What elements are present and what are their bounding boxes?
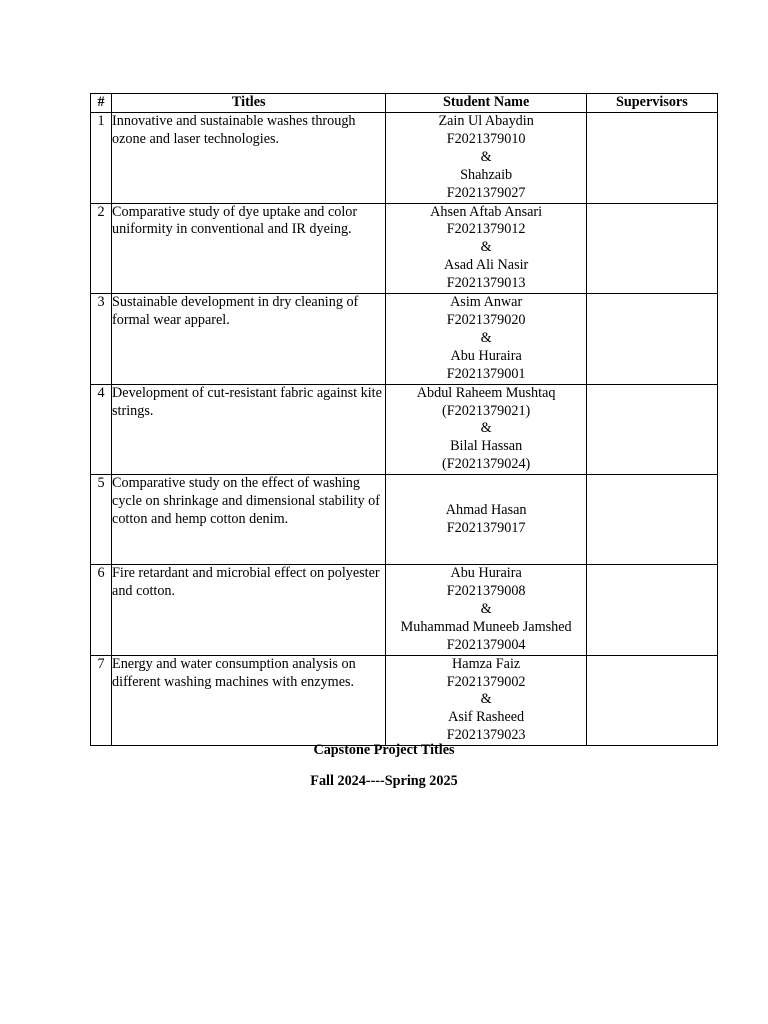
table-row bbox=[91, 384, 718, 475]
table-row bbox=[91, 294, 718, 385]
supervisor-cell bbox=[586, 655, 717, 746]
student-names bbox=[386, 384, 586, 475]
student-names bbox=[386, 655, 586, 746]
student-line: F2021379027 bbox=[446, 184, 526, 201]
project-title: Fire retardant and microbial effect on polyester and cotton. bbox=[112, 565, 386, 656]
header-titles: Titles bbox=[112, 94, 386, 113]
supervisor-cell bbox=[586, 475, 717, 565]
header-student-name: Student Name bbox=[386, 94, 586, 113]
header-number: # bbox=[91, 94, 112, 113]
table-row bbox=[91, 113, 718, 204]
caption-term: Fall 2024----Spring 2025 bbox=[310, 773, 458, 789]
header-supervisors: Supervisors bbox=[586, 94, 717, 113]
row-number: 7 bbox=[91, 655, 112, 746]
project-title: Sustainable development in dry cleaning of formal wear apparel. bbox=[112, 294, 386, 385]
student-names bbox=[386, 294, 586, 385]
student-line: Muhammad Muneeb Jamshed bbox=[400, 618, 572, 635]
student-line: Zain Ul Abaydin bbox=[438, 113, 534, 129]
supervisor-cell bbox=[586, 565, 717, 656]
student-line: Asif Rasheed bbox=[448, 709, 525, 726]
supervisor-cell bbox=[586, 113, 717, 204]
supervisor-cell bbox=[586, 384, 717, 475]
student-line: F2021379023 bbox=[446, 727, 526, 744]
ampersand-separator: & bbox=[480, 691, 492, 708]
student-line: Bilal Hassan bbox=[450, 438, 523, 455]
student-line: F2021379017 bbox=[446, 519, 526, 536]
student-line: Asim Anwar bbox=[450, 294, 523, 311]
table-row bbox=[91, 475, 718, 565]
student-line: (F2021379024) bbox=[441, 456, 531, 473]
student-names bbox=[386, 475, 586, 565]
student-line: F2021379008 bbox=[446, 583, 526, 600]
student-line: Hamza Faiz bbox=[452, 655, 521, 672]
project-title: Innovative and sustainable washes through ozone and laser technologies. bbox=[112, 113, 386, 204]
project-title: Comparative study on the effect of washing cycle on shrinkage and dimensional stability of cotton and hemp cotton denim. bbox=[112, 475, 386, 565]
student-line: Ahmad Hasan bbox=[445, 501, 527, 518]
student-line: F2021379002 bbox=[446, 673, 526, 690]
student-line: Ahsen Aftab Ansari bbox=[430, 203, 543, 220]
row-number: 1 bbox=[91, 113, 112, 204]
ampersand-separator: & bbox=[480, 329, 492, 346]
caption-title: Capstone Project Titles bbox=[313, 742, 455, 758]
student-line: Asad Ali Nasir bbox=[443, 257, 529, 274]
ampersand-separator: & bbox=[480, 420, 492, 437]
student-line: F2021379020 bbox=[446, 311, 526, 328]
project-title: Energy and water consumption analysis on different washing machines with enzymes. bbox=[112, 655, 386, 746]
student-line: F2021379012 bbox=[446, 221, 526, 238]
student-line: F2021379010 bbox=[446, 130, 526, 147]
table-row bbox=[91, 565, 718, 656]
table-row bbox=[91, 203, 718, 294]
project-title: Comparative study of dye uptake and color uniformity in conventional and IR dyeing. bbox=[112, 203, 386, 294]
row-number: 6 bbox=[91, 565, 112, 656]
student-line: (F2021379021) bbox=[441, 402, 531, 419]
student-names bbox=[386, 113, 586, 204]
table-header-row bbox=[91, 94, 718, 113]
student-line: F2021379013 bbox=[446, 275, 526, 292]
capstone-titles-table bbox=[90, 93, 718, 746]
student-line: F2021379001 bbox=[446, 365, 526, 382]
ampersand-separator: & bbox=[480, 239, 492, 256]
project-title: Development of cut-resistant fabric against kite strings. bbox=[112, 384, 386, 475]
student-line: Abu Huraira bbox=[450, 565, 522, 582]
row-number: 5 bbox=[91, 475, 112, 565]
student-line: F2021379004 bbox=[446, 636, 526, 653]
student-names bbox=[386, 565, 586, 656]
student-line: Abu Huraira bbox=[450, 347, 522, 364]
ampersand-separator: & bbox=[480, 148, 492, 165]
ampersand-separator: & bbox=[480, 600, 492, 617]
student-line: Shahzaib bbox=[460, 166, 513, 183]
student-names bbox=[386, 203, 586, 294]
row-number: 4 bbox=[91, 384, 112, 475]
row-number: 2 bbox=[91, 203, 112, 294]
supervisor-cell bbox=[586, 203, 717, 294]
supervisor-cell bbox=[586, 294, 717, 385]
table-row bbox=[91, 655, 718, 746]
student-line: Abdul Raheem Mushtaq bbox=[416, 384, 556, 401]
row-number: 3 bbox=[91, 294, 112, 385]
table-body bbox=[91, 113, 718, 746]
